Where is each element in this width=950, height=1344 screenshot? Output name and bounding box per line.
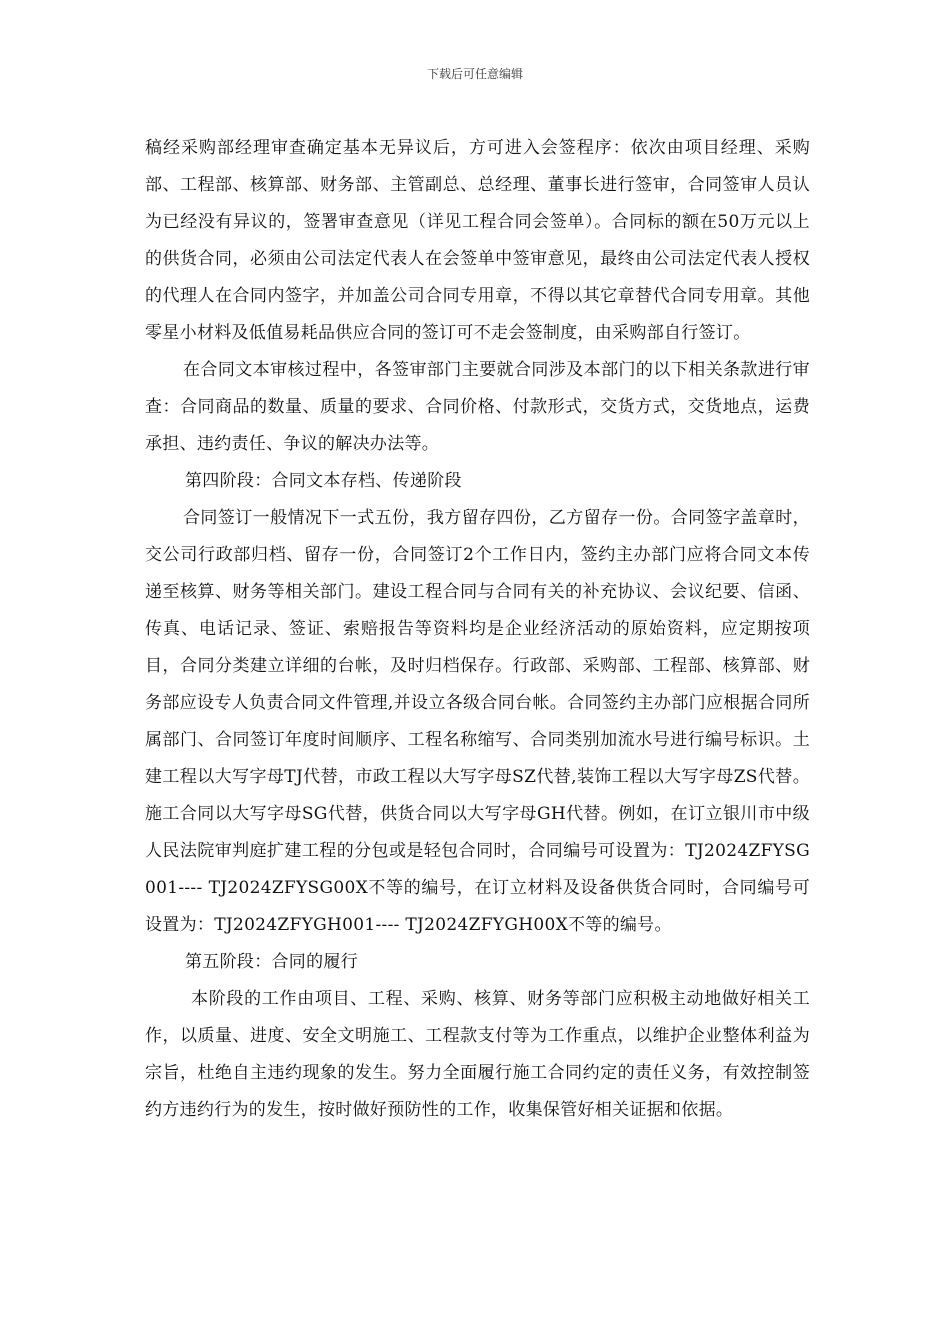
paragraph-review-clauses: 在合同文本审核过程中，各签审部门主要就合同涉及本部门的以下相关条款进行审查：合同商品的数量、质量的要求、合同价格、付款形式，交货方式，交货地点，运费承担、违约责任、争议的解决办法等。: [145, 360, 810, 454]
paragraph-countersign-procedure: 稿经采购部经理审查确定基本无异议后，方可进入会签程序：依次由项目经理、采购部、工程部、核算部、财务部、主管副总、总经理、董事长进行签审，合同签审人员认为已经没有异议的，签署审查意见（详见工程合同会签单）。合同标的额在50万元以上的供货合同，必须由公司法定代表人在会签单中签审意见，最终由公司法定代表人授权的代理人在合同内签字，并加盖公司合同专用章，不得以其它章替代合同专用章。其他零星小材料及低值易耗品供应合同的签订可不走会签制度，由采购部自行签订。: [145, 138, 810, 343]
paragraph-contract-performance: 本阶段的工作由项目、工程、采购、核算、财务等部门应积极主动地做好相关工作，以质量、进度、安全文明施工、工程款支付等为工作重点，以维护企业整体利益为宗旨，杜绝自主违约现象的发生。努力全面履行施工合同约定的责任义务，有效控制签约方违约行为的发生，按时做好预防性的工作，收集保管好相关证据和依据。: [145, 989, 810, 1120]
paragraph-archiving-numbering: 合同签订一般情况下一式五份，我方留存四份，乙方留存一份。合同签字盖章时，交公司行政部归档、留存一份，合同签订2个工作日内，签约主办部门应将合同文本传递至核算、财务等相关部门。建设工程合同与合同有关的补充协议、会议纪要、信函、传真、电话记录、签证、索赔报告等资料均是企业经济活动的原始资料，应定期按项目，合同分类建立详细的台帐，及时归档保存。行政部、采购部、工程部、核算部、财务部应设专人负责合同文件管理,并设立各级合同台帐。合同签约主办部门应根据合同所属部门、合同签订年度时间顺序、工程名称缩写、合同类别加流水号进行编号标识。土建工程以大写字母TJ代替，市政工程以大写字母SZ代替,装饰工程以大写字母ZS代替。施工合同以大写字母SG代替，供货合同以大写字母GH代替。例如，在订立银川市中级人民法院审判庭扩建工程的分包或是轻包合同时，合同编号可设置为：TJ2024ZFYSG001---- TJ2024ZFYSG00X不等的编号，在订立材料及设备供货合同时，合同编号可设置为：TJ2024ZFYGH001---- TJ2024ZFYGH00X不等的编号。: [145, 508, 810, 935]
document-body: [145, 130, 810, 1129]
page-header: 下载后可任意编辑: [426, 67, 523, 81]
section-heading-stage-four: 第四阶段：合同文本存档、传递阶段: [185, 471, 462, 491]
section-heading-stage-five: 第五阶段：合同的履行: [185, 952, 358, 972]
